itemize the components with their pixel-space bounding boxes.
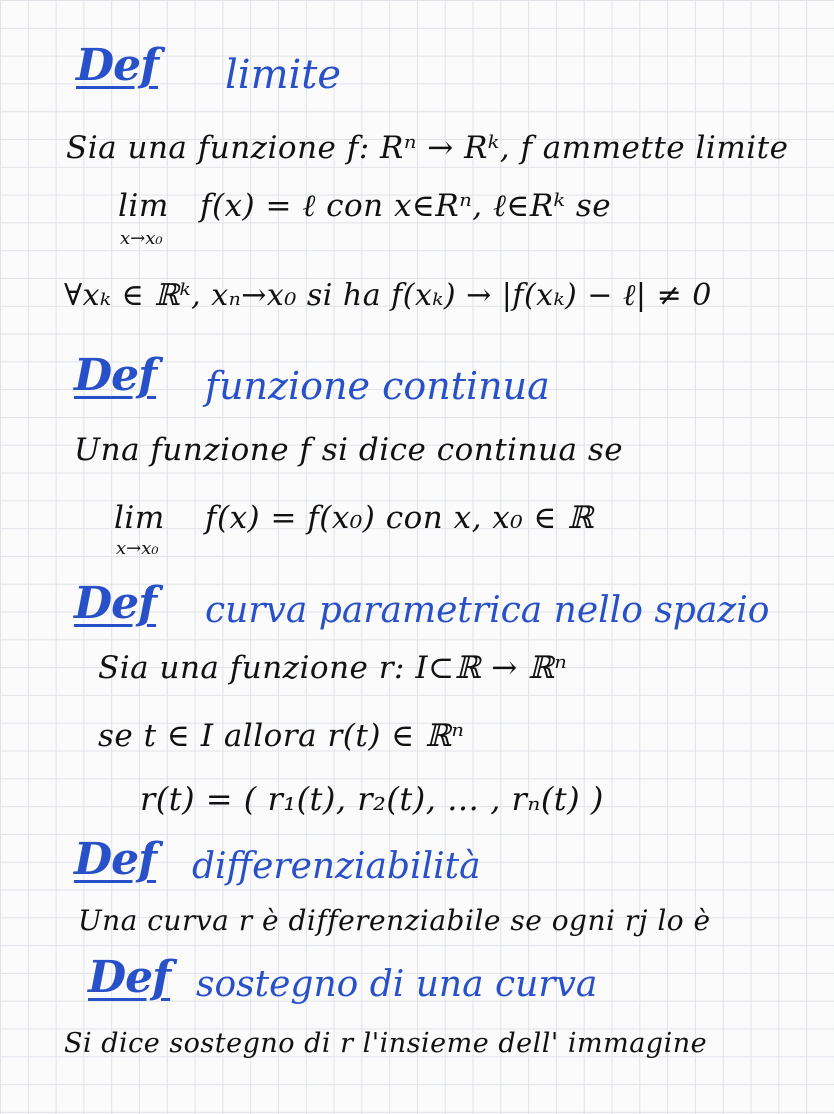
def-title-curva: curva parametrica nello spazio bbox=[205, 590, 770, 631]
def-label-limite: Def bbox=[76, 40, 159, 91]
continua-lim-sub: x→x₀ bbox=[116, 538, 159, 559]
def-title-continua: funzione continua bbox=[205, 364, 550, 408]
sostegno-line-1: Si dice sostegno di r l'insieme dell' immagine bbox=[64, 1028, 708, 1059]
def-title-differenziabilita: differenziabilità bbox=[192, 846, 481, 887]
limite-lim: lim bbox=[118, 188, 169, 224]
limite-line-1: Sia una funzione f: Rⁿ → Rᵏ, f ammette limite bbox=[66, 130, 789, 166]
limite-line-2: f(x) = ℓ con x∈Rⁿ, ℓ∈Rᵏ se bbox=[200, 188, 612, 224]
def-label-continua: Def bbox=[74, 350, 157, 401]
continua-line-1: Una funzione f si dice continua se bbox=[74, 432, 624, 468]
def-label-curva: Def bbox=[74, 578, 157, 629]
def-title-limite: limite bbox=[225, 52, 342, 98]
limite-lim-sub: x→x₀ bbox=[120, 228, 163, 249]
def-label-sostegno: Def bbox=[88, 952, 171, 1003]
def-label-differenziabilita: Def bbox=[74, 834, 157, 885]
curva-line-1: Sia una funzione r: I⊂ℝ → ℝⁿ bbox=[98, 650, 568, 686]
limite-line-3: ∀xₖ ∈ ℝᵏ, xₙ→x₀ si ha f(xₖ) → |f(xₖ) − ℓ| ≠ 0 bbox=[64, 278, 712, 313]
curva-line-3: r(t) = ( r₁(t), r₂(t), … , rₙ(t) ) bbox=[140, 780, 604, 818]
continua-lim: lim bbox=[114, 500, 165, 536]
curva-line-2: se t ∈ I allora r(t) ∈ ℝⁿ bbox=[98, 718, 465, 754]
continua-line-2: f(x) = f(x₀) con x, x₀ ∈ ℝ bbox=[205, 500, 594, 536]
def-title-sostegno: sostegno di una curva bbox=[196, 964, 598, 1005]
differenziabilita-line-1: Una curva r è differenziabile se ogni rj lo è bbox=[78, 904, 711, 937]
